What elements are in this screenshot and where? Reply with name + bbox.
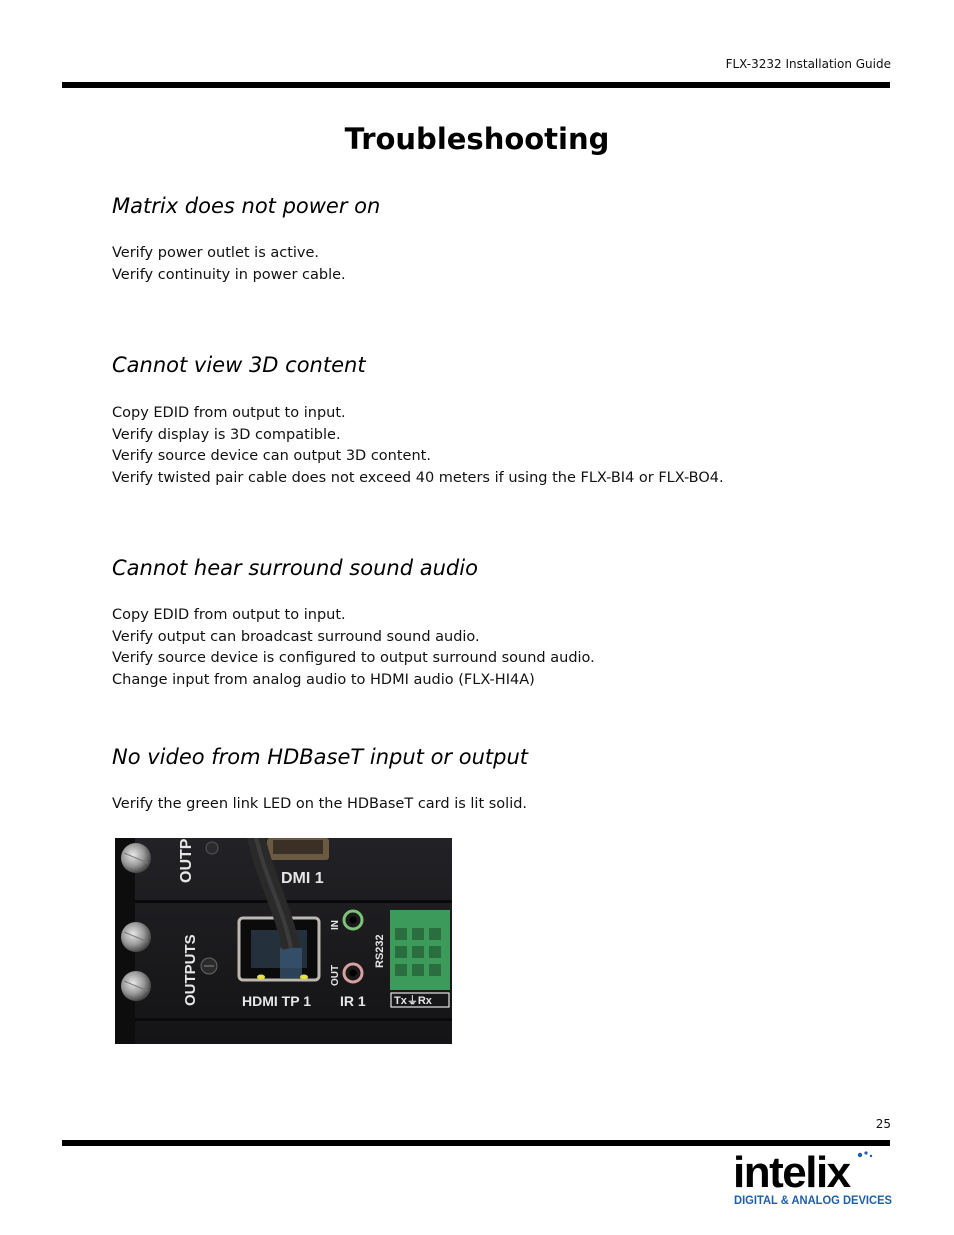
svg-text:intelix: intelix bbox=[733, 1150, 850, 1197]
section-heading-3d: Cannot view 3D content bbox=[112, 353, 366, 377]
section-body-audio bbox=[112, 605, 595, 691]
label-hdmi1: DMI 1 bbox=[281, 870, 324, 887]
body-line: Verify output can broadcast surround sound audio. bbox=[112, 628, 480, 645]
page-title: Troubleshooting bbox=[344, 122, 610, 156]
svg-text:DIGITAL & ANALOG DEVICES: DIGITAL & ANALOG DEVICES bbox=[734, 1195, 893, 1207]
guide-title: FLX-3232 Installation Guide bbox=[725, 57, 891, 71]
section-heading-audio: Cannot hear surround sound audio bbox=[112, 556, 478, 580]
label-outputs-top: OUTP bbox=[178, 838, 195, 883]
section-heading-hdbaset: No video from HDBaseT input or output bbox=[112, 745, 528, 769]
hdbaset-card-photo bbox=[115, 838, 452, 1044]
top-rule bbox=[62, 82, 890, 88]
label-in: IN bbox=[330, 920, 341, 930]
body-line: Verify power outlet is active. bbox=[112, 245, 320, 261]
label-out: OUT bbox=[330, 964, 341, 986]
body-line: Change input from analog audio to HDMI audio (FLX-HI4A) bbox=[112, 671, 535, 688]
body-line: Verify twisted pair cable does not exceed 40 meters if using the FLX-BI4 or FLX-BO4. bbox=[112, 469, 724, 486]
bottom-rule bbox=[62, 1140, 890, 1146]
label-ir1: IR 1 bbox=[340, 993, 366, 1009]
screw-icon bbox=[121, 971, 151, 1001]
screw-icon bbox=[121, 843, 151, 873]
label-rs232: RS232 bbox=[374, 934, 386, 968]
body-line: Verify source device is configured to output surround sound audio. bbox=[112, 650, 595, 666]
section-body-hdbaset bbox=[112, 794, 527, 816]
section-heading-power: Matrix does not power on bbox=[112, 194, 381, 218]
body-line: Verify source device can output 3D content. bbox=[112, 448, 431, 464]
label-tx-rx: Tx⏚Rx bbox=[394, 995, 432, 1007]
body-line: Verify continuity in power cable. bbox=[112, 266, 346, 283]
screw-icon bbox=[121, 922, 151, 952]
label-hdmi-tp1: HDMI TP 1 bbox=[242, 993, 311, 1009]
label-outputs: OUTPUTS bbox=[182, 934, 199, 1006]
body-line: Copy EDID from output to input. bbox=[112, 607, 346, 623]
body-line: Copy EDID from output to input. bbox=[112, 405, 346, 421]
body-line: Verify display is 3D compatible. bbox=[112, 426, 341, 443]
section-body-power bbox=[112, 243, 346, 286]
section-body-3d bbox=[112, 403, 724, 489]
body-line: Verify the green link LED on the HDBaseT card is lit solid. bbox=[112, 796, 528, 812]
intelix-logo bbox=[733, 1150, 893, 1208]
page-number: 25 bbox=[875, 1117, 891, 1131]
